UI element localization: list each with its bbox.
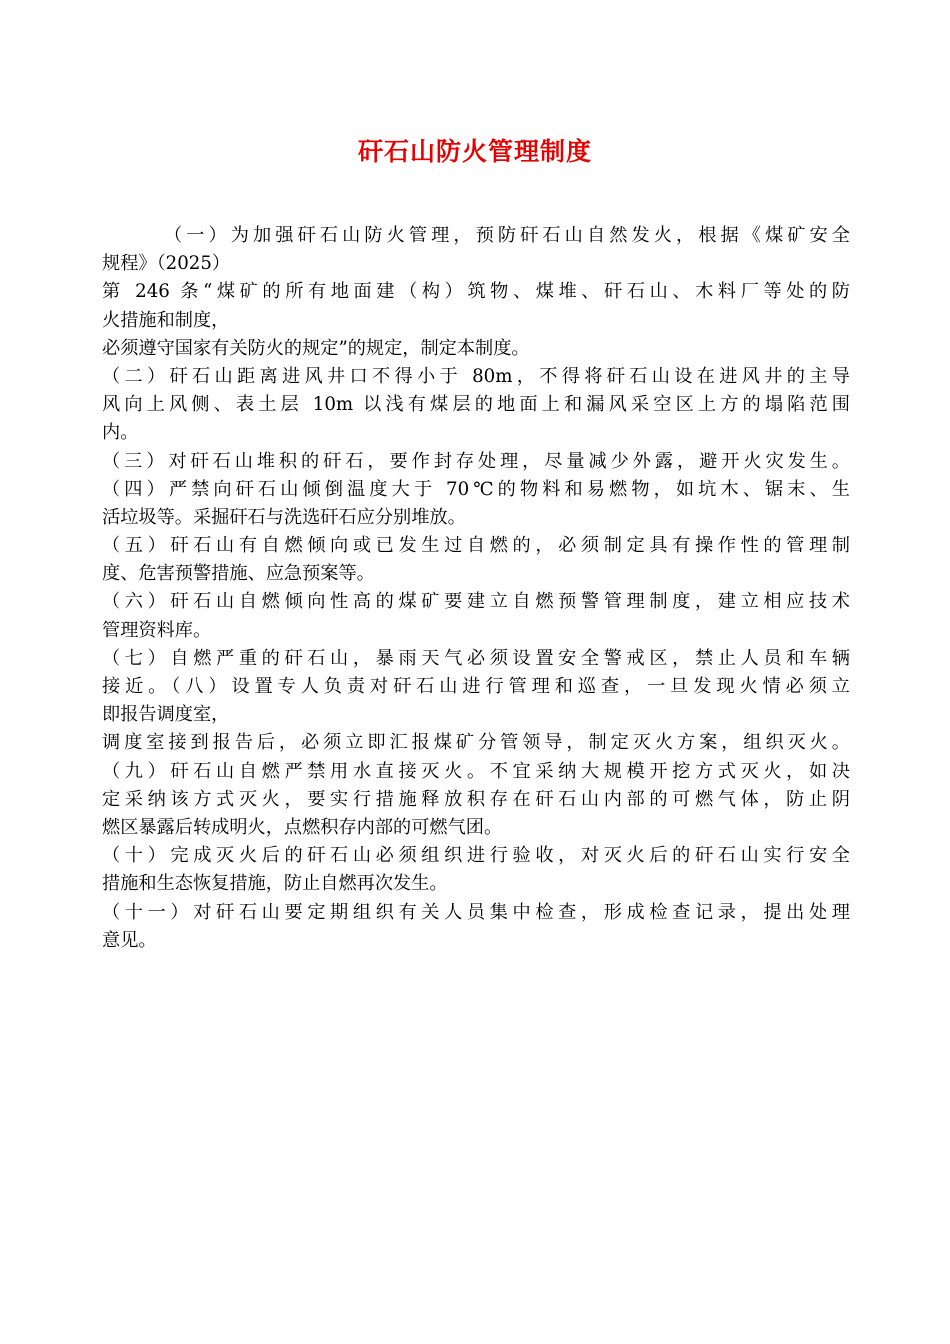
text-line: 措施和生态恢复措施，防止自燃再次发生。 [102,873,448,895]
document-title: 矸石山防火管理制度 [357,137,592,166]
text-line: （十一）对矸石山要定期组织有关人员集中检查，形成检查记录，提出处理 [102,901,850,923]
text-line: 风向上风侧、表土层 10m 以浅有煤层的地面上和漏风采空区上方的塌陷范围 [102,394,850,416]
text-line: （十）完成灭火后的矸石山必须组织进行验收，对灭火后的矸石山实行安全 [102,845,850,867]
text-line: （一）为加强矸石山防火管理，预防矸石山自然发火，根据《煤矿安全 [164,225,850,246]
text-line: 定采纳该方式灭火，要实行措施释放积存在矸石山内部的可燃气体，防止阴 [102,788,850,810]
text-line: 必须遵守国家有关防火的规定”的规定，制定本制度。 [102,337,530,359]
text-line: 燃区暴露后转成明火，点燃积存内部的可燃气团。 [102,816,503,838]
text-line: （二）矸石山距离进风井口不得小于 80m，不得将矸石山设在进风井的主导 [102,365,850,387]
text-line: （五）矸石山有自燃倾向或已发生过自燃的，必须制定具有操作性的管理制 [102,535,850,557]
text-line: 意见。 [102,929,157,951]
text-line: （四）严禁向矸石山倾倒温度大于 70℃的物料和易燃物，如坑木、锯末、生 [102,478,850,500]
text-line: （六）矸石山自燃倾向性高的煤矿要建立自燃预警管理制度，建立相应技术 [102,591,850,613]
text-line: 内。 [102,422,139,444]
text-line: （九）矸石山自燃严禁用水直接灭火。不宜采纳大规模开挖方式灭火，如决 [102,760,850,782]
text-line: 调度室接到报告后，必须立即汇报煤矿分管领导，制定灭火方案，组织灭火。 [102,732,850,754]
text-line: 活垃圾等。采掘矸石与洗选矸石应分别堆放。 [102,506,466,528]
text-line: 管理资料库。 [102,619,212,641]
text-line: （七）自燃严重的矸石山，暴雨天气必须设置安全警戒区，禁止人员和车辆 [102,647,850,669]
text-line: 度、危害预警措施、应急预案等。 [102,563,375,585]
document-body [102,222,850,955]
text-line: 火措施和制度， [102,309,230,331]
text-line: 即报告调度室， [102,704,230,726]
text-line: 第 246 条“煤矿的所有地面建（构）筑物、煤堆、矸石山、木料厂等处的防 [102,281,850,303]
text-line: 规程》（2025） [102,253,231,275]
text-line: 接近。（八）设置专人负责对矸石山进行管理和巡查，一旦发现火情必须立 [102,676,850,697]
text-line: （三）对矸石山堆积的矸石，要作封存处理，尽量减少外露，避开火灾发生。 [102,450,850,472]
